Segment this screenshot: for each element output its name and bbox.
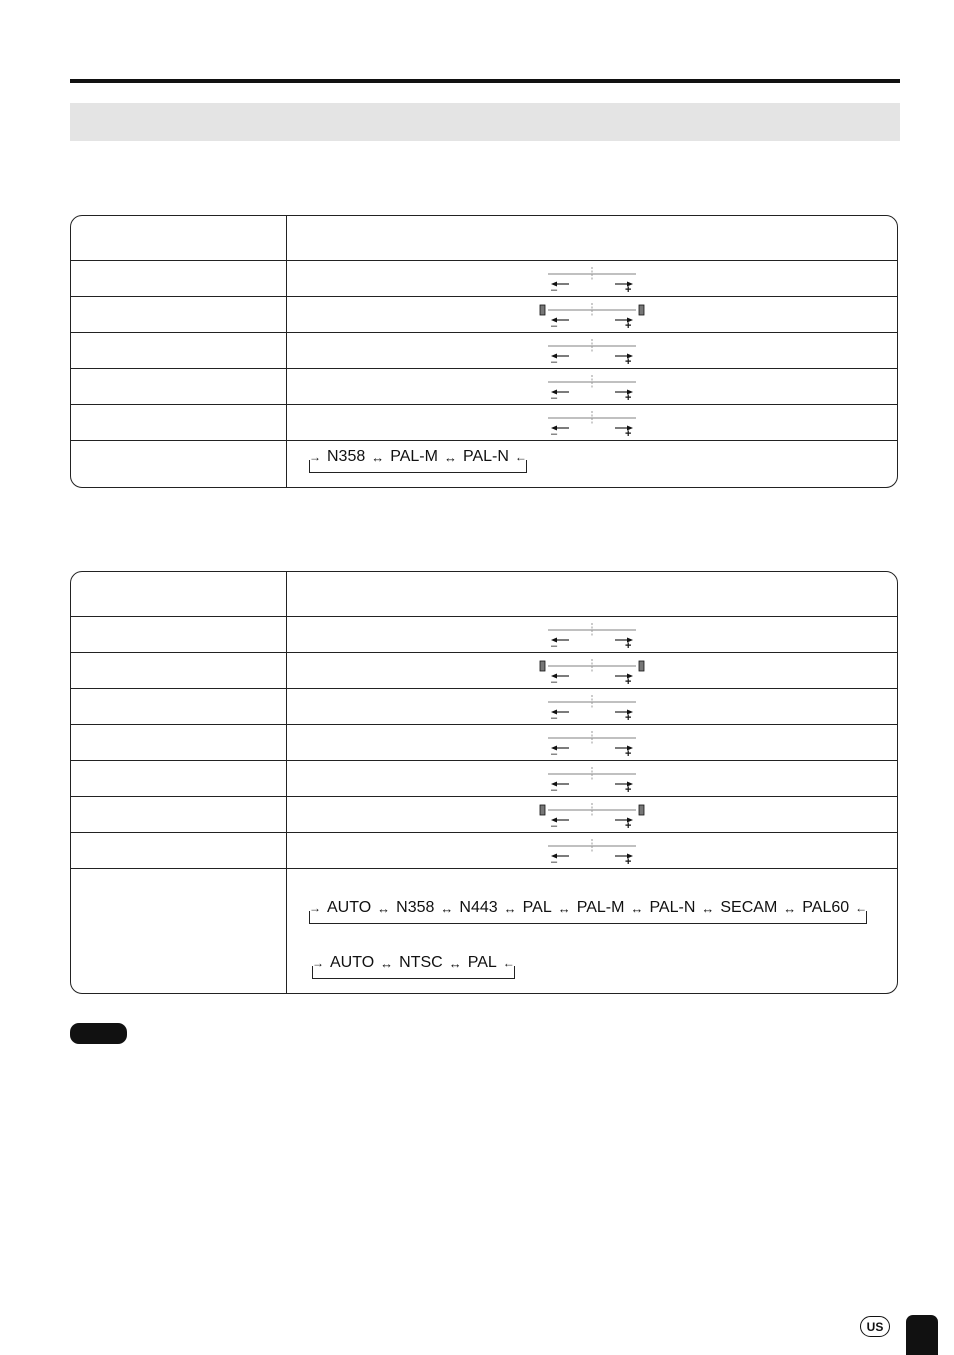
cycle-loop-bracket — [309, 911, 867, 924]
adjustment-table-1 — [70, 215, 898, 488]
bidirectional-arrow-icon: ↔ — [443, 449, 457, 465]
loop-in-arrow-icon: → — [309, 901, 321, 915]
slider-end-box-right — [639, 305, 644, 315]
slider-end-box-right — [639, 805, 644, 815]
cycle-option: PAL-N — [649, 899, 696, 916]
cycle-option: PAL — [467, 954, 497, 971]
slider-scale-icon — [537, 408, 647, 438]
slider-cell — [287, 297, 897, 332]
table-header-row — [71, 572, 897, 616]
bidirectional-arrow-icon: ↔ — [380, 955, 394, 971]
loop-out-arrow-icon: ← — [502, 956, 515, 970]
slider-cell — [287, 261, 897, 296]
minus-sign: – — [551, 711, 558, 722]
cycle-loop-bracket — [309, 460, 527, 473]
minus-sign: – — [551, 819, 558, 830]
loop-out-arrow-icon: ← — [855, 901, 868, 915]
table-row — [71, 296, 897, 332]
plus-sign: + — [625, 855, 632, 866]
color-system-cycle — [309, 448, 527, 466]
plus-sign: + — [625, 675, 632, 686]
bidirectional-arrow-icon: ↔ — [371, 449, 385, 465]
slider-scale-icon — [537, 692, 647, 722]
cycle-option: AUTO — [330, 954, 375, 971]
minus-sign: – — [551, 747, 558, 758]
color-system-cycle-av — [309, 899, 867, 917]
region-badge: US — [860, 1316, 890, 1337]
cycle-option: N358 — [327, 448, 366, 465]
cycle-option: N358 — [396, 899, 435, 916]
adjustment-table-2 — [70, 571, 898, 994]
table-row — [71, 368, 897, 404]
table-row — [71, 760, 897, 796]
cycle-option: SECAM — [720, 899, 778, 916]
header-cell-setting — [287, 572, 897, 616]
cycle-option: AUTO — [327, 899, 372, 916]
cycle-loop-bracket — [312, 966, 515, 979]
cycle-option: PAL — [522, 899, 552, 916]
plus-sign: + — [625, 355, 632, 366]
table-row — [71, 332, 897, 368]
table-row — [71, 688, 897, 724]
page-number-tab — [906, 1315, 938, 1355]
plus-sign: + — [625, 427, 632, 438]
section-header-bar — [70, 103, 900, 141]
loop-out-arrow-icon: ← — [514, 450, 527, 464]
top-rule — [70, 79, 900, 83]
loop-in-arrow-icon: → — [309, 450, 321, 464]
slider-cell — [287, 797, 897, 832]
header-cell-setting — [287, 216, 897, 260]
slider-end-box-left — [540, 661, 545, 671]
table-row-color-system — [71, 868, 897, 993]
slider-cell — [287, 617, 897, 652]
slider-end-box-right — [639, 661, 644, 671]
plus-sign: + — [625, 391, 632, 402]
slider-cell — [287, 653, 897, 688]
slider-scale-icon — [537, 300, 647, 330]
plus-sign: + — [625, 747, 632, 758]
table-row — [71, 724, 897, 760]
minus-sign: – — [551, 355, 558, 366]
slider-end-box-left — [540, 805, 545, 815]
slider-cell — [287, 725, 897, 760]
plus-sign: + — [625, 319, 632, 330]
slider-scale-icon — [537, 728, 647, 758]
slider-cell — [287, 405, 897, 440]
bidirectional-arrow-icon: ↔ — [557, 900, 571, 916]
cycle-option: PAL-M — [390, 448, 438, 465]
table-header-row — [71, 216, 897, 260]
minus-sign: – — [551, 783, 558, 794]
slider-end-box-left — [540, 305, 545, 315]
bidirectional-arrow-icon: ↔ — [701, 900, 715, 916]
slider-cell — [287, 369, 897, 404]
slider-scale-icon — [537, 264, 647, 294]
minus-sign: – — [551, 855, 558, 866]
slider-cell — [287, 333, 897, 368]
header-cell-item — [71, 572, 287, 616]
bidirectional-arrow-icon: ↔ — [440, 900, 454, 916]
plus-sign: + — [625, 711, 632, 722]
bidirectional-arrow-icon: ↔ — [377, 900, 391, 916]
slider-cell — [287, 761, 897, 796]
table-row — [71, 652, 897, 688]
minus-sign: – — [551, 391, 558, 402]
color-system-cycle-tv — [312, 954, 515, 972]
slider-scale-icon — [537, 764, 647, 794]
header-cell-item — [71, 216, 287, 260]
bidirectional-arrow-icon: ↔ — [783, 900, 797, 916]
table-row — [71, 616, 897, 652]
cycle-option: PAL-M — [576, 899, 625, 916]
slider-scale-icon — [537, 656, 647, 686]
loop-in-arrow-icon: → — [312, 956, 324, 970]
bidirectional-arrow-icon: ↔ — [448, 955, 462, 971]
slider-cell — [287, 833, 897, 868]
cycle-option: N443 — [459, 899, 498, 916]
bidirectional-arrow-icon: ↔ — [630, 900, 644, 916]
minus-sign: – — [551, 427, 558, 438]
slider-cell — [287, 689, 897, 724]
plus-sign: + — [625, 819, 632, 830]
minus-sign: – — [551, 639, 558, 650]
plus-sign: + — [625, 283, 632, 294]
slider-scale-icon — [537, 372, 647, 402]
slider-scale-icon — [537, 836, 647, 866]
table-row — [71, 260, 897, 296]
slider-scale-icon — [537, 336, 647, 366]
table-row — [71, 832, 897, 868]
minus-sign: – — [551, 283, 558, 294]
cycle-option: NTSC — [399, 954, 443, 971]
table-row — [71, 404, 897, 440]
plus-sign: + — [625, 639, 632, 650]
cycle-option: PAL60 — [802, 899, 850, 916]
table-row-color-system — [71, 440, 897, 487]
slider-scale-icon — [537, 620, 647, 650]
table-row — [71, 796, 897, 832]
slider-scale-icon — [537, 800, 647, 830]
bidirectional-arrow-icon: ↔ — [503, 900, 517, 916]
note-badge — [70, 1023, 127, 1044]
cycle-option: PAL-N — [462, 448, 509, 465]
minus-sign: – — [551, 319, 558, 330]
minus-sign: – — [551, 675, 558, 686]
plus-sign: + — [625, 783, 632, 794]
